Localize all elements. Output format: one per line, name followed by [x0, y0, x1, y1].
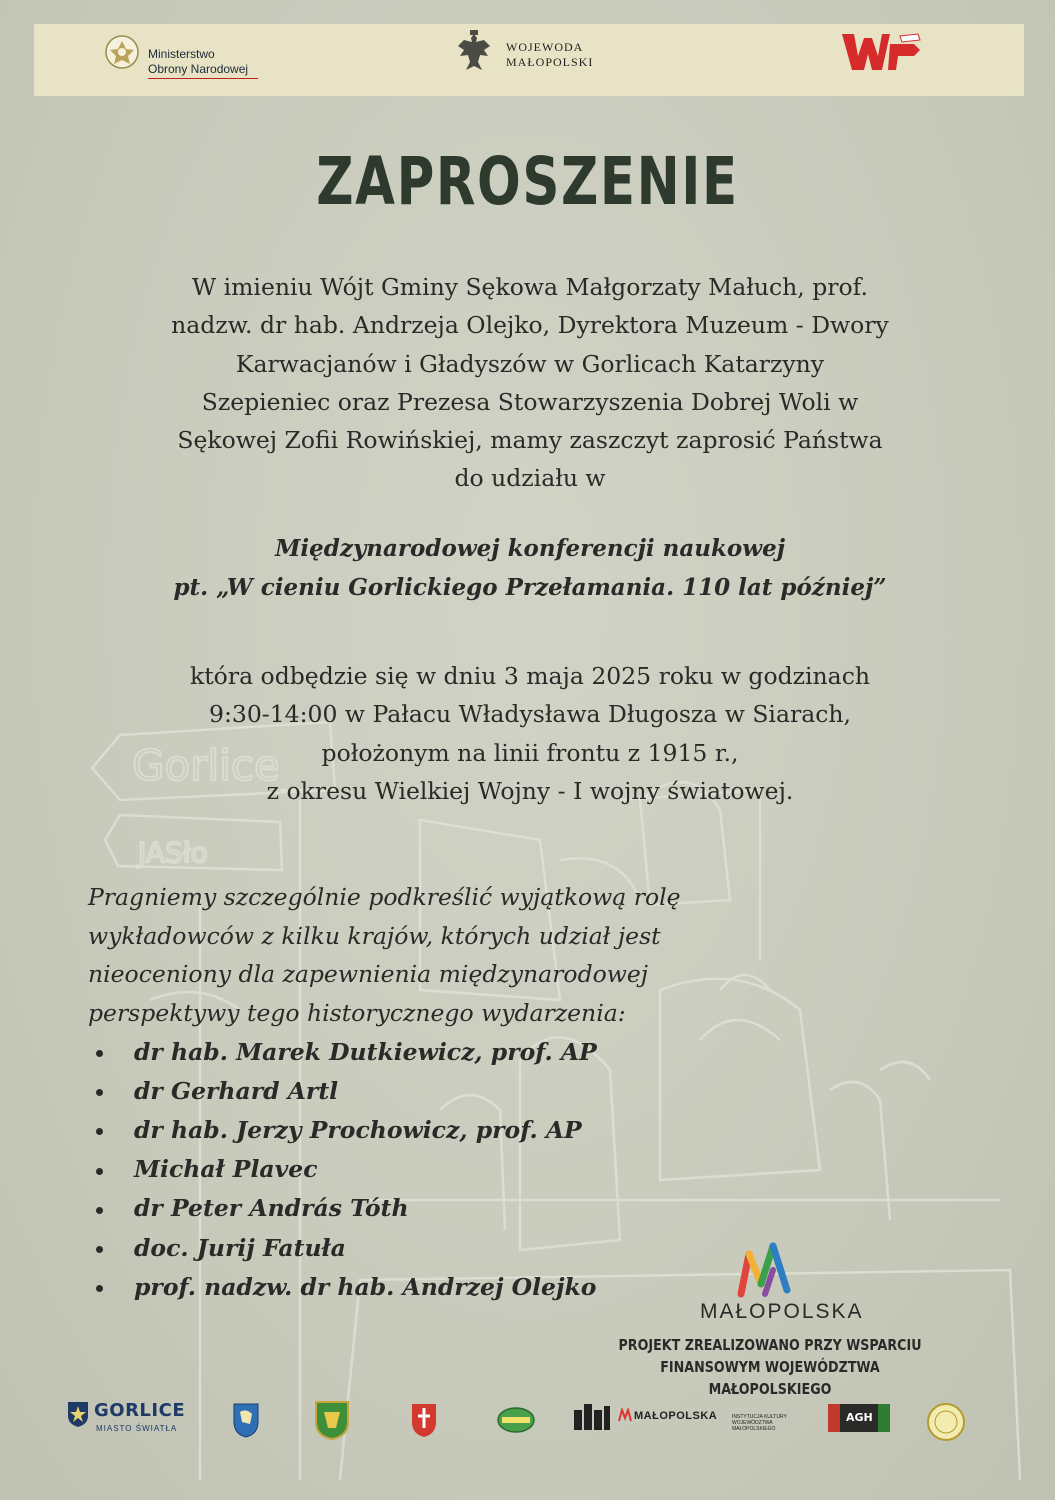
lecturer-name: dr Gerhard Artl — [134, 1076, 339, 1105]
oval-green-icon — [496, 1406, 536, 1434]
list-item — [96, 1267, 597, 1306]
details-line: z okresu Wielkiej Wojny - I wojny światowej. — [266, 776, 794, 805]
lecturer-name: dr hab. Jerzy Prochowicz, prof. AP — [134, 1115, 582, 1144]
emphasis-line: Pragniemy szczególnie podkreślić wyjątkową rolę — [88, 883, 681, 911]
instytucja-text: INSTYTUCJA KULTURY WOJEWÓDZTWA MAŁOPOLSKIEGO — [732, 1414, 787, 1432]
malopolska-logo — [700, 1240, 864, 1324]
agh-red-bar — [828, 1404, 840, 1432]
list-item — [96, 1071, 597, 1110]
wojewoda-logo — [452, 28, 622, 92]
emphasis-line: nieoceniony dla zapewnienia międzynarodowej — [88, 960, 649, 988]
list-item — [96, 1110, 597, 1149]
lecturer-name: prof. nadzw. dr hab. Andrzej Olejko — [134, 1272, 597, 1301]
intro-line: Sękowej Zofii Rowińskiej, mamy zaszczyt zaprosić Państwa — [177, 426, 883, 455]
bullet-icon — [96, 1050, 103, 1057]
funding-line1: PROJEKT ZREALIZOWANO PRZY WSPARCIU — [618, 1336, 922, 1354]
intro-line: Szepieniec oraz Prezesa Stowarzyszenia Dobrej Woli w — [201, 387, 859, 416]
bullet-icon — [96, 1246, 103, 1253]
eagle-emblem-icon — [452, 28, 496, 78]
bullet-icon — [96, 1089, 103, 1096]
malopolska-m-small-icon — [618, 1408, 632, 1422]
list-item — [96, 1189, 597, 1228]
details-line: która odbędzie się w dniu 3 maja 2025 roku w godzinach — [190, 662, 870, 690]
emphasis-line: perspektywy tego historycznego wydarzenia: — [88, 998, 626, 1027]
intro-line: nadzw. dr hab. Andrzeja Olejko, Dyrektora Muzeum - Dwory — [171, 311, 889, 340]
gorlice-tagline: MIASTO ŚWIATŁA — [96, 1424, 178, 1433]
details-line: położonym na linii frontu z 1915 r., — [321, 738, 739, 767]
museum-malopolska-logo — [572, 1394, 722, 1442]
bullet-icon — [96, 1285, 103, 1292]
malopolska-small-text: MAŁOPOLSKA — [634, 1410, 718, 1422]
round-seal-icon — [926, 1402, 966, 1442]
page-title: ZAPROSZENIE — [316, 143, 739, 220]
conference-title — [100, 530, 960, 607]
details-line: 9:30-14:00 w Pałacu Władysława Długosza w Siarach, — [209, 700, 851, 729]
intro-line: Karwacjanów i Gładyszów w Gorlicach Katarzyny — [235, 349, 825, 378]
list-item — [96, 1228, 597, 1267]
agh-logo — [828, 1404, 890, 1432]
crest-blue-icon — [232, 1402, 260, 1438]
gorlice-logo — [66, 1394, 206, 1444]
wp-logo-icon — [840, 28, 922, 76]
intro-line: W imieniu Wójt Gminy Sękowa Małgorzaty Małuch, prof. — [192, 273, 868, 301]
intro-paragraph — [100, 268, 960, 498]
emphasis-paragraph — [88, 878, 848, 1032]
bullet-icon — [96, 1128, 103, 1135]
lecturer-name: doc. Jurij Fatuła — [134, 1233, 346, 1262]
mon-line2: Obrony Narodowej — [148, 62, 249, 76]
sign-gorlice: Gorlice — [132, 741, 280, 790]
sign-jaslo: JASło — [138, 836, 208, 869]
bullet-icon — [96, 1207, 103, 1214]
conference-line2: pt. „W cieniu Gorlickiego Przełamania. 110 lat później” — [173, 573, 887, 601]
mon-divider — [148, 78, 258, 79]
gorlice-crest-icon — [66, 1400, 90, 1428]
lecturer-name: Michał Plavec — [134, 1155, 318, 1184]
event-details — [100, 657, 960, 810]
lecturer-name: dr Peter András Tóth — [134, 1194, 409, 1223]
agh-text: AGH — [846, 1411, 873, 1424]
funding-note — [598, 1334, 942, 1400]
wojewoda-line2: MAŁOPOLSKI — [506, 55, 594, 69]
museum-building-icon — [572, 1400, 612, 1434]
logo-band — [34, 24, 1024, 96]
mon-emblem-icon — [104, 34, 140, 70]
partner-logos — [0, 1394, 1055, 1454]
list-item — [96, 1150, 597, 1189]
mon-logo — [104, 34, 284, 84]
malopolska-m-icon — [735, 1240, 795, 1298]
conference-line1: Międzynarodowej konferencji naukowej — [274, 535, 786, 562]
agh-green-bar — [878, 1404, 890, 1432]
bullet-icon — [96, 1168, 103, 1175]
mon-line1: Ministerstwo — [148, 47, 215, 61]
list-item — [96, 1032, 597, 1071]
wojewoda-line1: WOJEWODA — [506, 40, 584, 54]
instytucja-logo — [732, 1412, 796, 1436]
lecturer-name: dr hab. Marek Dutkiewicz, prof. AP — [134, 1037, 597, 1066]
crest-red-icon — [410, 1402, 438, 1438]
funding-line2: FINANSOWYM WOJEWÓDZTWA MAŁOPOLSKIEGO — [660, 1358, 880, 1398]
crest-green-icon — [314, 1400, 350, 1440]
intro-line: do udziału w — [454, 464, 606, 493]
malopolska-name: MAŁOPOLSKA — [700, 1300, 864, 1323]
emphasis-line: wykładowców z kilku krajów, których udział jest — [88, 921, 661, 950]
gorlice-name: GORLICE — [94, 1400, 186, 1421]
lecturer-list — [96, 1032, 597, 1306]
